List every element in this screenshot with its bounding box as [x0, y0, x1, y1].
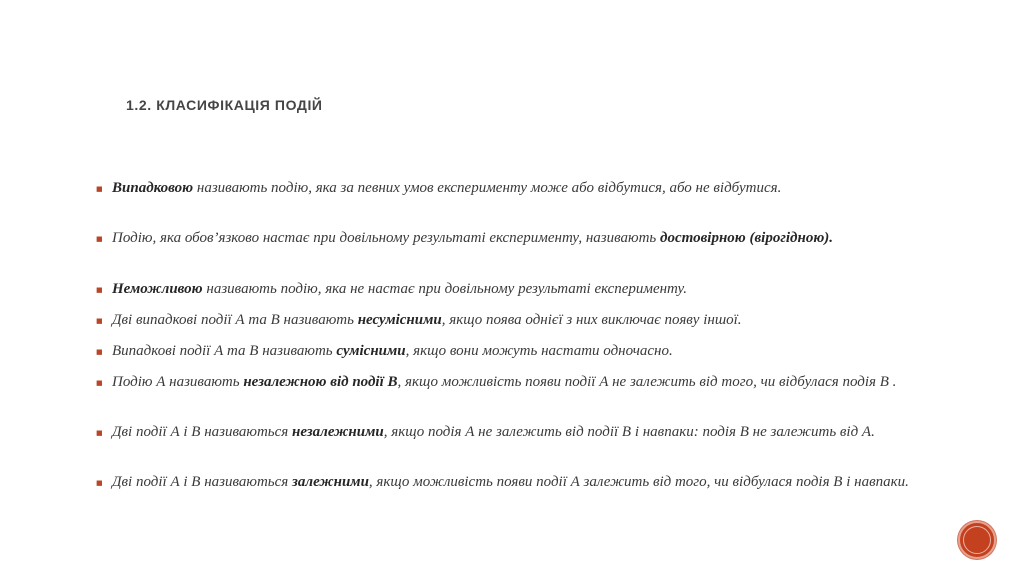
list-item-text: Дві події А і В називаються незалежними, якщо подія А не залежить від події В і навпаки: подія В не залежить від А. — [112, 424, 875, 440]
list-item — [96, 281, 936, 299]
list-item-text: Подію А називають незалежною від події В, якщо можливість появи події А не залежить від того, чи відбулася подія В . — [112, 374, 897, 390]
list-item-text: Неможливою називають подію, яка не настає при довільному результаті експерименту. — [112, 281, 687, 297]
square-bullet-icon: ■ — [96, 379, 103, 387]
square-bullet-icon: ■ — [96, 317, 103, 325]
square-bullet-icon: ■ — [96, 479, 103, 487]
list-item — [96, 474, 936, 492]
list-item — [96, 424, 936, 442]
list-item — [96, 343, 936, 361]
list-item — [96, 312, 936, 330]
slide-title: 1.2. КЛАСИФІКАЦІЯ ПОДІЙ — [126, 97, 323, 113]
list-item — [96, 180, 936, 198]
list-item-text: Дві випадкові події А та В називають несумісними, якщо поява однієї з них виключає появу іншої. — [112, 312, 742, 328]
list-item-text: Випадковою називають подію, яка за певних умов експерименту може або відбутися, або не відбутися. — [112, 180, 782, 196]
list-item-text: Випадкові події А та В називають сумісними, якщо вони можуть настати одночасно. — [112, 343, 673, 359]
square-bullet-icon: ■ — [96, 429, 103, 437]
list-item — [96, 230, 936, 248]
list-item-text: Дві події А і В називаються залежними, якщо можливість появи події А залежить від того, чи відбулася подія В і навпаки. — [112, 474, 909, 490]
square-bullet-icon: ■ — [96, 286, 103, 294]
list-item-text: Подію, яка обов’язково настає при довільному результаті експерименту, називають достовірною (вірогідною). — [112, 230, 834, 246]
circle-nav-icon[interactable] — [958, 521, 996, 559]
square-bullet-icon: ■ — [96, 348, 103, 356]
list-item — [96, 374, 936, 392]
square-bullet-icon: ■ — [96, 185, 103, 193]
square-bullet-icon: ■ — [96, 235, 103, 243]
